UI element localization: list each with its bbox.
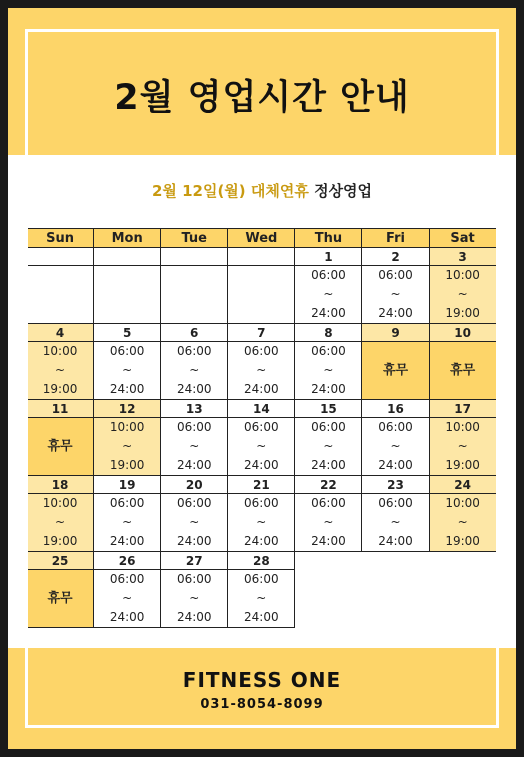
open-time: 06:00: [176, 420, 212, 434]
open-time: 06:00: [244, 496, 279, 510]
hours-cell: [94, 494, 161, 552]
hours-row: [27, 342, 497, 400]
hours-cell: [295, 266, 362, 324]
hours-cell: [429, 494, 496, 552]
date-number: 11: [27, 400, 94, 418]
date-number: 21: [228, 476, 295, 494]
date-row: [27, 248, 497, 266]
blank-cell: [295, 552, 362, 628]
tilde: ~: [323, 287, 334, 301]
day-header: Thu: [295, 229, 362, 248]
close-time: 24:00: [176, 534, 212, 548]
empty-cell: [228, 266, 295, 324]
open-time: 06:00: [378, 420, 413, 434]
close-time: 24:00: [311, 534, 346, 548]
close-time: 24:00: [378, 534, 413, 548]
close-time: 19:00: [445, 534, 480, 548]
tilde: ~: [55, 515, 66, 529]
tilde: ~: [55, 363, 66, 377]
open-time: 06:00: [311, 268, 346, 282]
empty-cell: [94, 266, 161, 324]
hours-cell: [94, 418, 161, 476]
blank-cell: [429, 552, 496, 628]
tilde: ~: [122, 591, 133, 605]
hours-cell: [362, 266, 429, 324]
open-time: 10:00: [42, 344, 78, 358]
date-number: 8: [295, 324, 362, 342]
hours-cell: [295, 342, 362, 400]
tilde: ~: [256, 591, 267, 605]
tilde: ~: [323, 439, 334, 453]
tilde: ~: [390, 439, 401, 453]
close-time: 24:00: [244, 610, 279, 624]
date-number: 6: [161, 324, 228, 342]
notice-highlight: 2월 12일(월) 대체연휴: [151, 182, 309, 200]
open-time: 06:00: [109, 344, 145, 358]
close-time: 24:00: [311, 382, 346, 396]
date-number: 22: [295, 476, 362, 494]
empty-cell: [27, 266, 94, 324]
hours-cell: [362, 494, 429, 552]
date-number: 15: [295, 400, 362, 418]
open-time: 10:00: [42, 496, 78, 510]
date-number: 19: [94, 476, 161, 494]
empty-cell: [161, 266, 228, 324]
close-time: 24:00: [311, 306, 346, 320]
poster: [8, 8, 516, 749]
close-time: 24:00: [378, 458, 413, 472]
tilde: ~: [390, 287, 401, 301]
date-number: [27, 248, 94, 266]
close-time: 19:00: [42, 382, 78, 396]
close-time: 24:00: [109, 382, 145, 396]
close-time: 24:00: [176, 458, 212, 472]
date-number: 2: [362, 248, 429, 266]
blank-cell: [362, 552, 429, 628]
date-number: 18: [27, 476, 94, 494]
tilde: ~: [189, 591, 200, 605]
day-header: Mon: [94, 229, 161, 248]
date-number: 4: [27, 324, 94, 342]
holiday-notice: [8, 180, 516, 201]
hours-cell: [228, 494, 295, 552]
close-time: 24:00: [176, 610, 212, 624]
close-time: 24:00: [176, 382, 212, 396]
date-number: 23: [362, 476, 429, 494]
date-number: 20: [161, 476, 228, 494]
close-time: 19:00: [109, 458, 145, 472]
tilde: ~: [189, 515, 200, 529]
hours-cell: [295, 494, 362, 552]
open-time: 10:00: [445, 420, 480, 434]
open-time: 06:00: [109, 572, 145, 586]
calendar-body: [27, 248, 497, 628]
close-time: 24:00: [109, 610, 145, 624]
close-time: 24:00: [244, 458, 279, 472]
close-time: 24:00: [311, 458, 346, 472]
tilde: ~: [122, 363, 133, 377]
closed-cell: 휴무: [362, 342, 429, 400]
hours-cell: [228, 570, 295, 628]
close-time: 19:00: [445, 458, 480, 472]
hours-cell: [27, 342, 94, 400]
day-header: Tue: [161, 229, 228, 248]
date-number: 24: [429, 476, 496, 494]
date-number: 13: [161, 400, 228, 418]
date-number: 26: [94, 552, 161, 570]
date-number: 7: [228, 324, 295, 342]
date-number: 3: [429, 248, 496, 266]
closed-cell: 휴무: [27, 418, 94, 476]
tilde: ~: [122, 515, 133, 529]
date-number: 1: [295, 248, 362, 266]
phone-number: 031-8054-8099: [200, 697, 324, 712]
page-title: 2월 영업시간 안내: [114, 78, 410, 118]
open-time: 06:00: [378, 496, 413, 510]
close-time: 19:00: [445, 306, 480, 320]
date-number: 5: [94, 324, 161, 342]
hours-cell: [27, 494, 94, 552]
date-number: 10: [429, 324, 496, 342]
open-time: 06:00: [176, 572, 212, 586]
hours-row: [27, 494, 497, 552]
close-time: 24:00: [244, 534, 279, 548]
open-time: 06:00: [244, 344, 279, 358]
hours-cell: [362, 418, 429, 476]
date-number: 28: [228, 552, 295, 570]
date-number: 17: [429, 400, 496, 418]
day-header: Fri: [362, 229, 429, 248]
date-number: 12: [94, 400, 161, 418]
date-row: [27, 324, 497, 342]
hours-cell: [429, 266, 496, 324]
hours-cell: [161, 418, 228, 476]
date-row: [27, 476, 497, 494]
tilde: ~: [457, 439, 468, 453]
hours-cell: [295, 418, 362, 476]
date-number: [161, 248, 228, 266]
tilde: ~: [189, 439, 200, 453]
open-time: 06:00: [109, 496, 145, 510]
close-time: 24:00: [244, 382, 279, 396]
hours-cell: [161, 570, 228, 628]
tilde: ~: [457, 287, 468, 301]
date-number: 9: [362, 324, 429, 342]
open-time: 06:00: [244, 572, 279, 586]
date-number: [228, 248, 295, 266]
tilde: ~: [323, 363, 334, 377]
open-time: 10:00: [109, 420, 145, 434]
open-time: 06:00: [244, 420, 279, 434]
weekday-header-row: [27, 229, 497, 248]
date-row: [27, 400, 497, 418]
hours-cell: [429, 418, 496, 476]
tilde: ~: [122, 439, 133, 453]
date-number: 25: [27, 552, 94, 570]
hours-cell: [161, 342, 228, 400]
open-time: 06:00: [176, 344, 212, 358]
tilde: ~: [189, 363, 200, 377]
hours-cell: [228, 418, 295, 476]
hours-row: [27, 266, 497, 324]
notice-normal: 정상영업: [314, 182, 373, 200]
close-time: 19:00: [42, 534, 78, 548]
date-number: [94, 248, 161, 266]
schedule-calendar: [26, 228, 497, 628]
hours-row: [27, 418, 497, 476]
open-time: 10:00: [445, 496, 480, 510]
tilde: ~: [256, 439, 267, 453]
hours-cell: [228, 342, 295, 400]
open-time: 06:00: [311, 420, 346, 434]
tilde: ~: [323, 515, 334, 529]
hours-cell: [94, 570, 161, 628]
close-time: 24:00: [378, 306, 413, 320]
open-time: 06:00: [311, 344, 346, 358]
open-time: 06:00: [176, 496, 212, 510]
day-header: Sat: [429, 229, 496, 248]
tilde: ~: [457, 515, 468, 529]
tilde: ~: [256, 515, 267, 529]
date-number: 27: [161, 552, 228, 570]
closed-cell: 휴무: [27, 570, 94, 628]
date-number: 14: [228, 400, 295, 418]
date-number: 16: [362, 400, 429, 418]
hours-cell: [161, 494, 228, 552]
tilde: ~: [256, 363, 267, 377]
day-header: Sun: [27, 229, 94, 248]
hours-cell: [94, 342, 161, 400]
date-row: [27, 552, 497, 570]
open-time: 06:00: [378, 268, 413, 282]
tilde: ~: [390, 515, 401, 529]
day-header: Wed: [228, 229, 295, 248]
open-time: 06:00: [311, 496, 346, 510]
open-time: 10:00: [445, 268, 480, 282]
brand-name: FITNESS ONE: [182, 668, 342, 692]
close-time: 24:00: [109, 534, 145, 548]
closed-cell: 휴무: [429, 342, 496, 400]
